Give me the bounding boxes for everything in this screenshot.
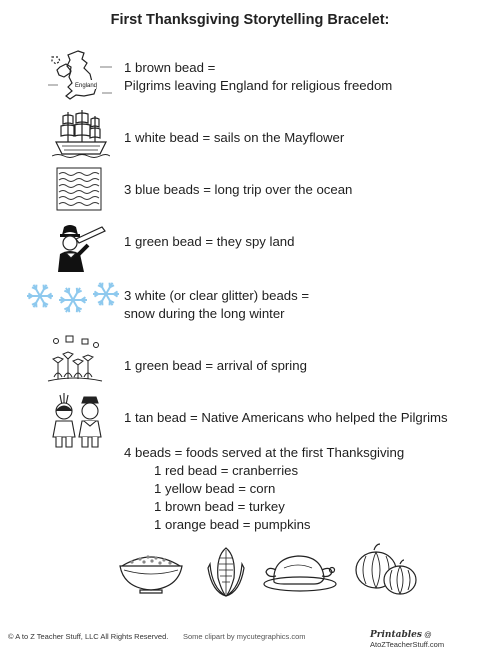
page-title: First Thanksgiving Storytelling Bracelet: bbox=[0, 12, 500, 28]
item-white-bead-label: 1 white bead = sails on the Mayflower bbox=[124, 129, 344, 147]
clipart-credit: Some clipart by mycutegraphics.com bbox=[183, 632, 306, 641]
spring-flowers-icon bbox=[46, 333, 104, 385]
turkey-icon bbox=[262, 548, 338, 594]
item-tan-bead-label: 1 tan bead = Native Americans who helped the Pilgrims bbox=[124, 409, 448, 427]
food-line-corn: 1 yellow bead = corn bbox=[154, 480, 275, 498]
england-map-icon bbox=[48, 47, 112, 103]
bowl-of-cranberries-icon bbox=[118, 548, 184, 594]
mayflower-ship-icon bbox=[52, 108, 110, 160]
native-pilgrim-kids-icon bbox=[46, 391, 110, 451]
pilgrim-telescope-icon bbox=[52, 217, 110, 273]
foods-heading: 4 beads = foods served at the first Thanksgiving bbox=[124, 444, 404, 462]
ocean-waves-icon bbox=[56, 167, 102, 211]
food-line-pumpkins: 1 orange bead = pumpkins bbox=[154, 516, 311, 534]
corn-icon bbox=[206, 544, 246, 600]
item-white-beads-meaning: snow during the long winter bbox=[124, 305, 285, 323]
pumpkins-icon bbox=[352, 542, 418, 596]
page-footer bbox=[0, 628, 500, 646]
site-credit bbox=[370, 630, 500, 649]
food-line-cranberries: 1 red bead = cranberries bbox=[154, 462, 298, 480]
copyright-text: © A to Z Teacher Stuff, LLC All Rights Reserved. bbox=[8, 632, 168, 641]
item-brown-bead-label: 1 brown bead = bbox=[124, 59, 215, 77]
brand-name: Printables bbox=[370, 630, 422, 640]
food-line-turkey: 1 brown bead = turkey bbox=[154, 498, 285, 516]
site-url: @ AtoZTeacherStuff.com bbox=[370, 630, 444, 649]
snowflakes-icon bbox=[26, 276, 120, 320]
svg-text:England: England bbox=[75, 83, 97, 89]
item-green-bead-land-label: 1 green bead = they spy land bbox=[124, 233, 294, 251]
item-blue-beads-label: 3 blue beads = long trip over the ocean bbox=[124, 181, 352, 199]
item-white-beads-label: 3 white (or clear glitter) beads = bbox=[124, 287, 309, 305]
item-brown-bead-meaning: Pilgrims leaving England for religious freedom bbox=[124, 77, 392, 95]
item-green-bead-spring-label: 1 green bead = arrival of spring bbox=[124, 357, 307, 375]
